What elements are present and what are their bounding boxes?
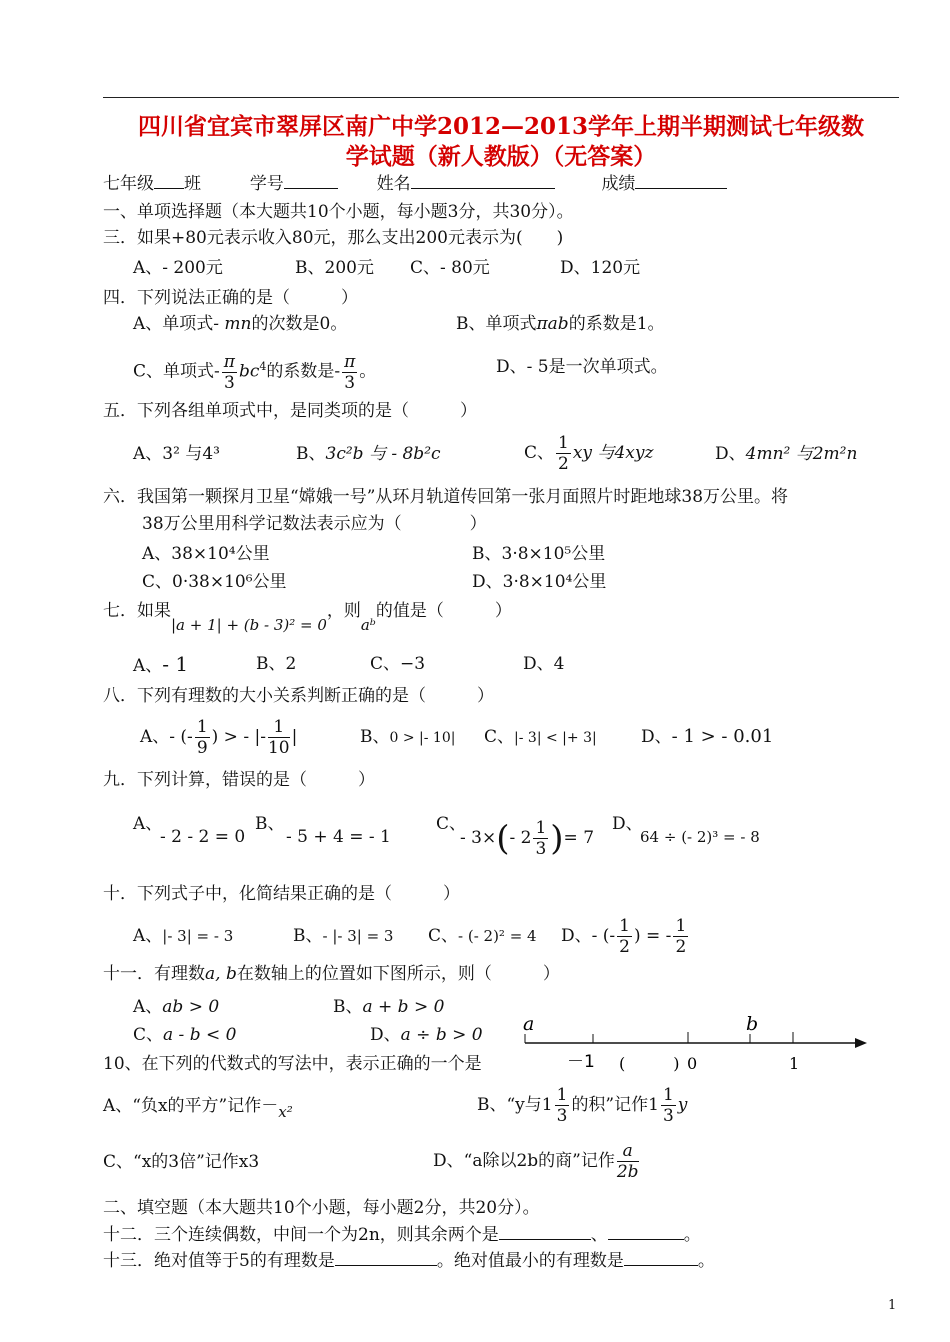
q11-option-c: C、a - b < 0 xyxy=(133,1025,237,1045)
number-line xyxy=(505,1010,875,1080)
question-9: 九．下列计算，错误的是（ ） xyxy=(103,770,375,790)
q9-option-c-label: C、 xyxy=(436,814,467,834)
q5-option-d: D、4mn² 与2m²n xyxy=(715,444,858,464)
q10b-option-b: B、“y与1 $\frac{1}{3}$ 的积”记作1 $\frac{1}{3}$ y xyxy=(477,1085,688,1126)
q3-option-c: C、- 80元 xyxy=(410,258,490,278)
label-1: 1 xyxy=(789,1054,800,1073)
q10b-option-a: A、“负x的平方”记作－x² xyxy=(103,1096,293,1121)
q3-option-a: A、- 200元 xyxy=(133,258,223,278)
score-label: 成绩 xyxy=(601,174,636,194)
class-label: 班 xyxy=(184,174,201,194)
section-one-heading: 一、单项选择题（本大题共10个小题，每小题3分，共30分）。 xyxy=(103,202,574,222)
q6-option-b: B、3·8×10⁵公里 xyxy=(472,544,606,564)
q10-option-a: A、|- 3| = - 3 xyxy=(133,926,234,946)
q5-option-c: C、 $\frac{1}{2}$ xy 与4xyz xyxy=(524,433,654,474)
q8-option-c: C、|- 3| < |+ 3| xyxy=(484,727,597,747)
q11-option-a: A、ab > 0 xyxy=(133,997,220,1017)
page-title: 四川省宜宾市翠屏区南广中学2012—2013学年上期半期测试七年级数 xyxy=(137,113,865,140)
question-6-line2: 38万公里用科学记数法表示应为（ ） xyxy=(142,514,487,534)
name-label: 姓名 xyxy=(376,174,411,194)
q9-option-a-label: A、 xyxy=(133,814,163,834)
score-blank[interactable] xyxy=(635,188,727,189)
q10-option-d: D、- (- $\frac{1}{2}$ ) = - $\frac{1}{2}$ xyxy=(561,916,687,957)
page-title-line2: 学试题（新人教版）（无答案） xyxy=(345,143,657,170)
q7-option-a: A、- 1 xyxy=(133,652,189,676)
q10-option-c: C、- (- 2)² = 4 xyxy=(428,926,537,946)
q4-option-a: A、单项式- mn的次数是0。 xyxy=(133,314,348,334)
q10-option-b: B、- |- 3| = 3 xyxy=(293,926,394,946)
q9-option-d: 64 ÷ (- 2)³ = - 8 xyxy=(640,828,760,846)
q11-option-b: B、a + b > 0 xyxy=(333,997,445,1017)
class-blank[interactable] xyxy=(154,188,184,189)
q6-option-d: D、3·8×10⁴公里 xyxy=(472,572,607,592)
question-5: 五．下列各组单项式中，是同类项的是（ ） xyxy=(103,401,477,421)
label-a: a xyxy=(523,1013,535,1035)
label-0: 0 xyxy=(687,1054,698,1073)
q5-option-a: A、3² 与4³ xyxy=(133,444,220,464)
q12-blank-1[interactable] xyxy=(499,1239,591,1240)
question-10: 十．下列式子中，化简结果正确的是（ ） xyxy=(103,884,460,904)
q3-option-b: B、200元 xyxy=(295,258,374,278)
q7-option-c: C、−3 xyxy=(370,654,426,674)
question-3: 三．如果+80元表示收入80元，那么支出200元表示为( ) xyxy=(103,228,564,248)
q8-option-b: B、0 > |- 10| xyxy=(360,727,456,747)
q9-option-a: - 2 - 2 = 0 xyxy=(160,827,246,847)
question-4: 四．下列说法正确的是（ ） xyxy=(103,288,358,308)
q6-option-a: A、38×10⁴公里 xyxy=(142,544,270,564)
q4-option-c: C、单项式- $\frac{\pi}{3}$ $bc^4$的系数是- $\frac{\pi}{3}$ 。 xyxy=(133,351,377,393)
q10b-option-d: D、“a除以2b的商”记作 $\frac{a}{2b}$ xyxy=(433,1141,639,1182)
q10b-option-c: C、“x的3倍”记作x3 xyxy=(103,1152,260,1172)
q9-option-b-label: B、 xyxy=(255,814,285,834)
q7-option-b: B、2 xyxy=(256,654,297,674)
q12-blank-2[interactable] xyxy=(608,1239,684,1240)
label-b: b xyxy=(746,1013,759,1035)
name-blank[interactable] xyxy=(411,188,555,189)
q7-option-d: D、4 xyxy=(523,654,565,674)
q4-option-b: B、单项式πab的系数是1。 xyxy=(456,314,665,334)
question-6: 六．我国第一颗探月卫星“嫦娥一号”从环月轨道传回第一张月面照片时距地球38万公里。将 xyxy=(103,487,789,507)
question-7: 七．如果|a + 1| + (b - 3)² = 0，则aᵇ的值是（ ） xyxy=(103,601,512,634)
student-info-row xyxy=(103,173,727,195)
q13-blank-1[interactable] xyxy=(335,1265,437,1266)
student-no-label: 学号 xyxy=(249,174,284,194)
grade-label: 七年级 xyxy=(103,174,154,194)
q9-option-b: - 5 + 4 = - 1 xyxy=(286,827,391,847)
label-neg1: －1 xyxy=(567,1052,595,1072)
student-no-blank[interactable] xyxy=(284,188,338,189)
question-11: 十一．有理数a, b在数轴上的位置如下图所示，则（ ） xyxy=(103,964,560,984)
question-8: 八．下列有理数的大小关系判断正确的是（ ） xyxy=(103,686,494,706)
number-line-arrow xyxy=(855,1038,867,1048)
q9-option-d-label: D、 xyxy=(612,814,643,834)
header-rule xyxy=(103,97,899,98)
q6-option-c: C、0·38×10⁶公里 xyxy=(142,572,287,592)
label-paren: ( ) xyxy=(619,1054,680,1073)
page-number: 1 xyxy=(888,1298,897,1313)
question-12: 十二．三个连续偶数，中间一个为2n，则其余两个是 、 。 xyxy=(103,1225,701,1245)
q8-option-a: A、- (- $\frac{1}{9}$ ) > - |- $\frac{1}{10}$ | xyxy=(140,717,298,758)
question-10b: 10、在下列的代数式的写法中，表示正确的一个是 xyxy=(103,1054,482,1074)
q11-option-d: D、a ÷ b > 0 xyxy=(370,1025,483,1045)
question-13: 十三．绝对值等于5的有理数是 。绝对值最小的有理数是 。 xyxy=(103,1251,715,1271)
q8-option-d: D、- 1 > - 0.01 xyxy=(641,726,774,747)
q13-blank-2[interactable] xyxy=(624,1265,698,1266)
section-two-heading: 二、填空题（本大题共10个小题，每小题2分，共20分）。 xyxy=(103,1198,540,1218)
q5-option-b: B、3c²b 与 - 8b²c xyxy=(296,444,441,464)
q3-option-d: D、120元 xyxy=(560,258,641,278)
q4-option-d: D、- 5是一次单项式。 xyxy=(496,357,668,377)
q9-option-c: - 3×(- 2 $\frac{1}{3}$ )= 7 xyxy=(460,818,595,859)
